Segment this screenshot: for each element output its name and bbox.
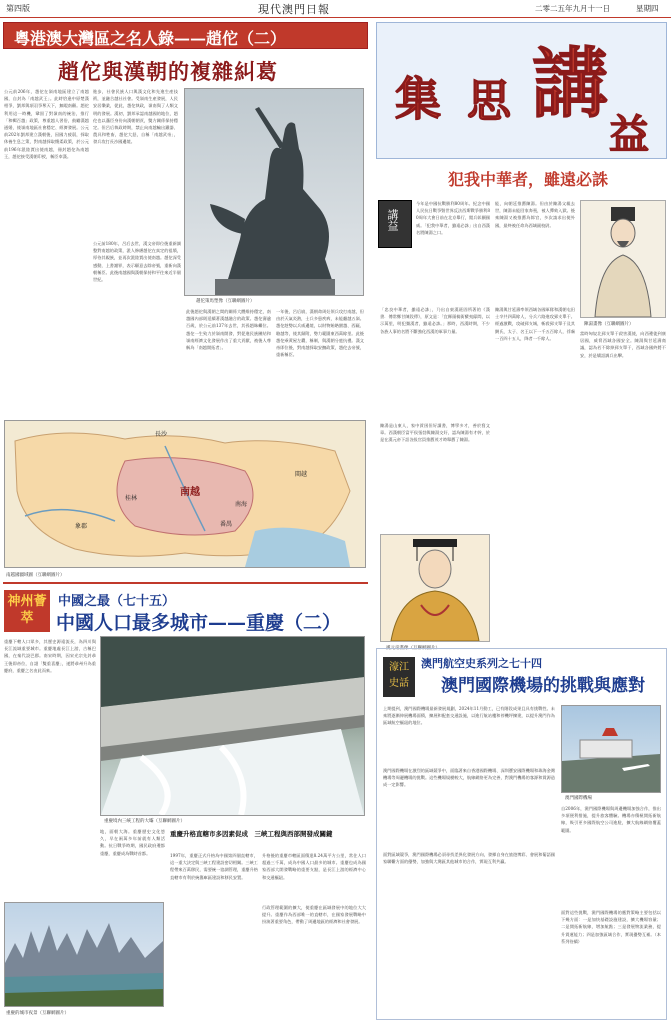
dam-caption: 重慶境內三峽工程的大壩（互聯網圖片）: [104, 819, 185, 824]
banner-title: 粵港澳大灣區之名人錄——趙佗（二）: [14, 29, 287, 48]
article-text: 自2006年，澳門國際機場與周邊機場加強合作，推出多項便利措施，提升旅客體驗。機場亦積極開拓新航線，吸引更多國際航空公司進駐，擴大航線網絡覆蓋範圍。: [561, 806, 661, 833]
zhao-tuo-banner: [3, 22, 368, 49]
map-label: 長沙: [155, 431, 168, 438]
article-text: 「忠良中華者，雖遠必誅」，乃出自東漢班固所著的《漢書．傅常鄭甘陳段傳》，原文是：「宜縣頭槁街蠻夷邸間，以示萬里，明犯彊漢者，雖遠必誅。」那時，西漢時期，不少各族人事的名將不斷強化西漢的軍事力量。: [380, 307, 490, 334]
article-text: 能，向朝廷推薦陳湯。但由於陳湯父親去世，陳湯未能回家奔喪，被人彈劾入獄。後來陳湯又被推薦為郎官，多次請求出使外國，最終被任命為西域副校尉。: [495, 201, 575, 228]
map-caption: 南越國疆域圖（互聯網圖片）: [6, 573, 65, 578]
map-label: 南海: [235, 501, 248, 508]
statue-photo: [184, 88, 364, 296]
masthead-char: 集: [395, 72, 441, 126]
article-text: 行政管理範圍的擴大，使重慶在區域發展中的地位大大提升。重慶作為西部唯一的直轄市，在國家發展戰略中扮演著重要角色，帶動了周邊地區的經濟和社會發展。: [262, 905, 366, 925]
article-text: 公元前206年，趙佗在嶺南地區建立了南越國，自封為「南越武王」。此時恰逢中原楚漢相爭，劉邦與項羽爭奪天下，無暇南顧。趙佗利用這一時機，鞏固了對嶺南的統治，推行「和輯百越」政策，尊重越人習俗，鼓勵漢越通婚，使嶺南地區社會穩定、經濟發展。公元前202年劉邦建立漢朝後，因國力疲弱，採取休養生息之策，對南越採取懷柔政策，於公元前196年派陸賈出使南越，冊封趙佗為南越王，趙佗接受漢朝印綬，稱臣奉漢。: [4, 89, 89, 159]
tag-text: 濠江史話: [389, 662, 409, 689]
masthead-char: 講: [532, 39, 608, 128]
map-label: 桂林: [125, 495, 138, 502]
article-text: 進步，社會民族人口與漢文化和先進生產技術，並融合越社社會。受嶺南生產發展，人民安居樂業，從此，趙佗執政，嶺南與了人類文明的發展。漢初，劉邦承認南越國的地位，趙佗也以藩臣身份向漢朝朝貢，雙方關係保持穩定。但呂后執政時期，禁止向南越輸出鐵器、農具和牲畜，趙佗大怒，自稱「南越武帝」，發兵攻打長沙國邊境。: [93, 89, 178, 145]
article-text: 面對這些挑戰，澳門國際機場的應對策略主要包括以下幾方面：一是加快基礎設施建設，擴大機場容量；二是開拓新航線，增加航點；三是發展物流業務，提升貨運能力；四是加強區域合作，實現優勢互補。（本系列待續）: [561, 910, 661, 944]
series-title: 澳門航空史系列之七十四: [421, 657, 542, 670]
aviation-title: 澳門國際機場的挑戰與應對: [441, 676, 645, 696]
section-tag: [378, 200, 412, 248]
zhao-tuo-subtitle: 趙佗與漢朝的複雜糾葛: [58, 59, 278, 84]
article-text: 澳門國際機場在激烈的區域競爭中，面臨著來自香港國際機場、深圳寶安國際機場和珠海金灣機場等周邊機場的挑戰。這些機場規模較大，航線網絡更為完善，對澳門機場的客源和貨源造成一定影響。: [383, 768, 555, 788]
three-gorges-dam-photo: [100, 636, 365, 816]
chongqing-title: 中國人口最多城市——重慶（二）: [56, 612, 342, 634]
newspaper-name: 現代澳門日報: [258, 3, 330, 16]
map-label: 番禺: [220, 521, 233, 528]
article-text: 1997年，重慶正式升格為中國第四個直轄市，這一重大決定與三峽工程建設密切相關。三峽工程帶來百萬移民，需要統一協調管理，重慶升格直轄市有利於統籌庫區建設和移民安置。: [170, 853, 258, 880]
statue-caption: 趙佗策馬塑像（互聯網圖片）: [196, 299, 255, 304]
map-label: 閩越: [295, 471, 308, 478]
section-tag: [383, 657, 415, 697]
map-label: 南越: [180, 487, 200, 498]
nanyue-map: [4, 420, 366, 568]
tag-text: 神州薈萃: [7, 594, 47, 626]
subhead: 重慶升格直轄市多因素促成 三峽工程與西部開發成關鍵: [170, 830, 333, 838]
airport-photo: [561, 705, 661, 793]
page-header: [0, 0, 671, 18]
macau-aviation-box: [376, 648, 667, 1020]
masthead-char: 益: [609, 111, 649, 158]
chen-tang-portrait: [580, 200, 666, 318]
issue-date: 二零二五年九月十一日: [535, 4, 610, 13]
article-text: 陳湯是山東人，家中貧困但好讀書，博學多才，善於寫文章。西漢朝臣富平侯張勃與陳湯交好，認為陳湯有才幹，於是在漢元帝下詔各級官員推薦茂才時舉薦了陳湯。: [380, 423, 490, 443]
map-label: 象郡: [75, 523, 88, 530]
airport-caption: 澳門國際機場: [565, 796, 592, 801]
emperor-portrait: [380, 534, 490, 642]
article-text: 陳湯與甘延壽率領西域各國軍隊和漢朝屯田士卒共四萬餘人，分兵六路進攻郅支單于。經過激戰，攻破郅支城，斬殺郅支單于及其閼氏、太子、名王以下一千五百餘人，俘虜一百四十五人，降者一千餘人。: [495, 307, 575, 341]
article-title: 犯我中華者，雖遠必誅: [448, 170, 609, 189]
article-text: 此後趙佗與漢朝之間的關係大體維持穩定，南越國內部則延續著漢越融合的政策。趙佗壽逾百歲，於公元前137年去世，其孫趙眜繼位。趙佗一生致力於嶺南開發，對促進民族團結和嶺南經濟文化發展作出了重大貢獻，被後人尊稱為「南越開拓者」。: [186, 309, 271, 351]
article-text: 升格後的重慶市轄區面積達8.24萬平方公里，常住人口超過三千萬，成為中國人口最多的城市。重慶也成為國家西部大開發戰略的重要支點，是長江上游的經濟中心和交通樞紐。: [262, 853, 366, 880]
article-text: 公元前180年，呂后去世，漢文帝即位後重新調整對南越的政策，派人修繕趙佗在真定的祖墳，厚待其親族，並再次派陸賈出使南越。趙佗深受感動，上書謝罪，表示願意去除帝號，重新向漢朝稱臣。此後南越國與漢朝保持和平往來近半個世紀。: [93, 241, 181, 283]
article-text: 重慶下轄人口眾多，其歷史源遠流長，為四川與長江流域重要城市。重慶地處長江上游，古稱巴國，在秦代設巴郡。南宋時期，因宋光宗先封恭王後即帝位，自詡「雙重喜慶」，遂將恭州升為重慶府，重慶之名由此而來。: [4, 639, 96, 673]
chongqing-city-photo: [4, 902, 164, 1007]
emperor-caption: 漢元帝畫像（互聯網圖片）: [386, 646, 440, 651]
tag-text: 講益: [386, 209, 399, 231]
city-caption: 重慶的城市夜景（互聯網圖片）: [6, 1011, 69, 1016]
series-title: 中國之最（七十五）: [58, 594, 176, 609]
article-text: 當時匈奴北郅支單于殺害漢使，向西遷徙到康居國，威脅西域各國安全。陳湯與甘延壽商議，認為若不除掉郅支單于，西域各國終將不安，於是矯詔調兵出擊。: [580, 331, 666, 358]
masthead-char: 思: [467, 76, 511, 127]
page-number: 第四版: [6, 4, 30, 13]
article-text: 地，面朝大海。重慶歷史文化悠久，早在兩萬多年前就有人類活動。抗日戰爭時期，國民政府遷都重慶，重慶成為戰時首都。: [100, 829, 165, 856]
section-tag: [4, 590, 50, 632]
article-text: 一年後，呂后崩，漢朝命周灶領兵攻打南越，但由於天氣炎熱，士兵多患疾病，未能翻越五嶺。趙佗趁勢以兵威邊境，以財物賄賂閩越、西甌、駱越等，使其歸附，勢力範圍東西萬餘里。此後趙佗乘黃屋左纛，稱制，與漢朝分庭抗禮。漢文帝即位後，對南越採取安撫政策，趙佗去帝號，重新稱臣。: [276, 309, 364, 358]
article-text: 上期提到，澳門國際機場最新發展規劃，2024年11月動工，已有階段成果且具有挑戰性。未來將逐漸伸展機場面積，擴展和配套交通設施，以進行航站樓和停機坪擴建，以提升澳門作為區域航空樞紐的地位。: [383, 706, 555, 726]
weekday: 星期四: [636, 4, 659, 13]
article-text: 今年是中國抗戰勝利80周年。紀念中國人民抗日戰爭暨世界反法西斯戰爭勝利80周年大會日前在北京舉行，閱兵彰顯國威。「犯我中華者，雖遠必誅」出自西漢名將陳湯之口。: [416, 201, 490, 235]
divider: [3, 582, 368, 584]
article-text: 面對區域競爭，澳門國際機場必須尋找差異化發展方向，發揮自身在旅遊博彩、會展和葡語國家聯繫方面的優勢，加強與大灣區其他城市的合作，實現互利共贏。: [383, 852, 555, 865]
masthead-box: [376, 22, 667, 159]
chen-tang-caption: 陳湯畫像（互聯網圖片）: [584, 322, 634, 327]
